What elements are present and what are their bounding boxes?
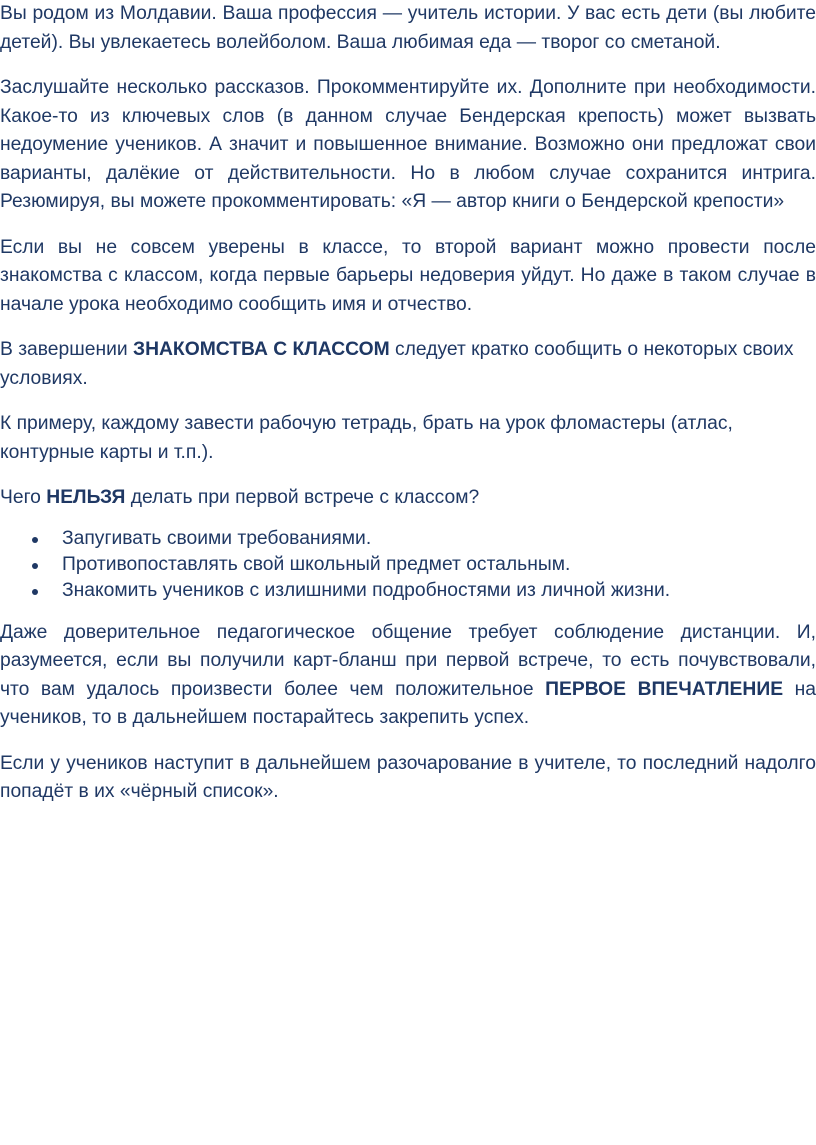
question-text-end: делать при первой встрече с классом? (125, 487, 480, 508)
paragraph-intro: Вы родом из Молдавии. Ваша профессия — учитель истории. У вас есть дети (вы любите детей). Вы увлекаетесь волейболом. Ваша любимая еда — творог со сметаной. (0, 3, 816, 53)
list-item-text: Знакомить учеников с излишними подробностями из личной жизни. (62, 579, 671, 601)
distance-text-end: на учеников, то в дальнейшем постарайтесь закрепить успех. (0, 678, 816, 728)
paragraph-disappointment: Если у учеников наступит в дальнейшем разочарование в учителе, то последний надолго попадёт в их «чёрный список». (0, 752, 816, 802)
distance-text: Даже доверительное педагогическое общение требует соблюдение дистанции. И, разумеется, если вы получили карт-бланш при первой встрече, то есть почувствовали, что вам удалось произвести более чем положительное (0, 621, 816, 700)
paragraph-question (0, 484, 816, 513)
paragraph-conclusion-text-end: следует кратко сообщить о некоторых своих условиях. (0, 339, 794, 389)
question-text: Чего (0, 487, 47, 508)
emphasis-forbidden: НЕЛЬЗЯ (46, 487, 126, 508)
paragraph-second-variant: Если вы не совсем уверены в классе, то второй вариант можно провести после знакомства с классом, когда первые барьеры недоверия уйдут. Но даже в таком случае в начале урока необходимо сообщить имя и отчество. (0, 236, 816, 315)
paragraph-example: К примеру, каждому завести рабочую тетрадь, брать на урок фломастеры (атлас, контурные карты и т.п.). (0, 413, 733, 463)
paragraph-distance (0, 619, 816, 733)
bullet-icon (32, 537, 38, 543)
paragraph-conclusion (0, 336, 816, 393)
bullet-icon (32, 563, 38, 569)
emphasis-acquaintance: ЗНАКОМСТВА С КЛАССОМ (133, 339, 390, 360)
paragraph-conclusion-text: В завершении (0, 339, 133, 360)
list-item (0, 552, 816, 578)
bullet-icon (32, 589, 38, 595)
forbidden-list (0, 526, 816, 604)
list-item-text: Противопоставлять свой школьный предмет остальным. (62, 553, 571, 575)
list-item (0, 578, 816, 604)
paragraph-stories: Заслушайте несколько рассказов. Прокомментируйте их. Дополните при необходимости. Какое-то из ключевых слов (в данном случае Бендерская крепость) может вызвать недоумение учеников. А значит и повышенное внимание. Возможно они предложат свои варианты, далёкие от действительности. Но в любом случае сохранится интрига. Резюмируя, вы можете прокомментировать: «Я — автор книги о Бендерской крепости» (0, 77, 816, 212)
list-item (0, 526, 816, 552)
emphasis-first-impression: ПЕРВОЕ ВПЕЧАТЛЕНИЕ (545, 678, 784, 700)
list-item-text: Запугивать своими требованиями. (62, 527, 372, 549)
